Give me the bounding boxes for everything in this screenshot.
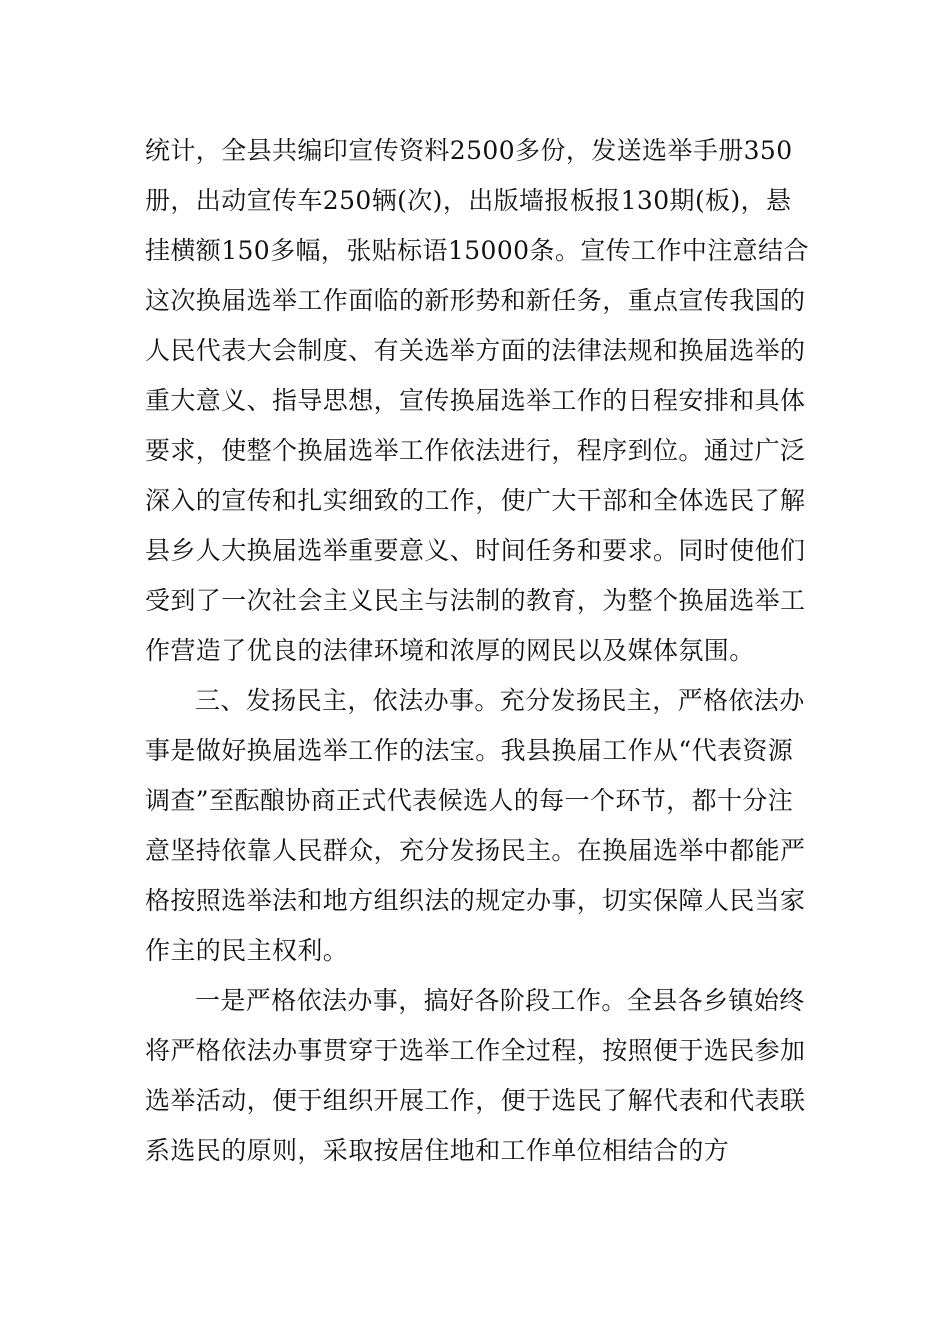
document-body [145, 126, 809, 1176]
paragraph-continued: 统计，全县共编印宣传资料2500多份，发送选举手册350册，出动宣传车250辆(次)，出版墙报板报130期(板)，悬挂横额150多幅，张贴标语15000条。宣传工作中注意结合这次换届选举工作面临的新形势和新任务，重点宣传我国的人民代表大会制度、有关选举方面的法律法规和换届选举的重大意义、指导思想，宣传换届选举工作的日程安排和具体要求，使整个换届选举工作依法进行，程序到位。通过广泛深入的宣传和扎实细致的工作，使广大干部和全体选民了解县乡人大换届选举重要意义、时间任务和要求。同时使他们受到了一次社会主义民主与法制的教育，为整个换届选举工作营造了优良的法律环境和浓厚的网民以及媒体氛围。 [145, 136, 809, 665]
paragraph-item-one: 一是严格依法办事，搞好各阶段工作。全县各乡镇始终将严格依法办事贯穿于选举工作全过程，按照便于选民参加选举活动，便于组织开展工作，便于选民了解代表和代表联系选民的原则，采取按居住地和工作单位相结合的方 [145, 986, 806, 1165]
paragraph-section-three: 三、发扬民主，依法办事。充分发扬民主，严格依法办事是做好换届选举工作的法宝。我县换届工作从“代表资源调查”至酝酿协商正式代表候选人的每一个环节，都十分注意坚持依靠人民群众，充分发扬民主。在换届选举中都能严格按照选举法和地方组织法的规定办事，切实保障人民当家作主的民主权利。 [145, 686, 806, 965]
